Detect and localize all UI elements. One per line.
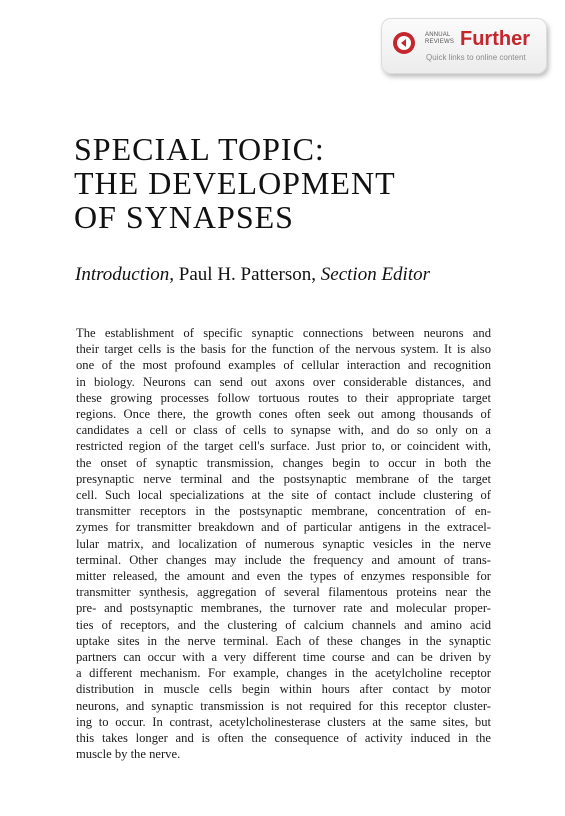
body-line: transmitter receptors in the postsynaptic membrane, concentration of en- <box>76 504 491 519</box>
body-line: transmitter synthesis, aggregation of several filamentous proteins near the <box>76 585 491 600</box>
body-line: a different mechanism. For example, changes in the acetylcholine receptor <box>76 666 491 681</box>
body-line: uptake sites in the nerve terminal. Each of these changes in the synaptic <box>76 633 491 648</box>
badge-subtitle[interactable]: Quick links to online content <box>426 53 526 62</box>
article-title-line-3: OF SYNAPSES <box>74 199 294 235</box>
body-line: The establishment of specific synaptic connections between neurons and <box>76 326 491 340</box>
body-line: mitter released, the amount and even the types of enzymes responsible for <box>76 569 491 584</box>
byline <box>75 263 430 287</box>
body-line: neurons, and synaptic transmission is not required for this receptor cluster- <box>76 698 491 713</box>
badge-brand-line2: REVIEWS <box>425 39 455 45</box>
body-line: distribution in muscle cells begin within hours after contact by motor <box>76 682 491 697</box>
body-line: partners can occur with a very different time course and can be driven by <box>76 650 491 665</box>
body-paragraph <box>76 325 491 762</box>
body-line: terminal. Other changes may include the frequency and amount of trans- <box>76 552 491 567</box>
byline-author: Paul H. Patterson, <box>178 264 317 285</box>
badge-brand-line1: ANNUAL <box>425 32 451 38</box>
body-line: these growing processes follow tortuous routes to their appropriate target <box>76 390 491 405</box>
body-line: pre- and postsynaptic membranes, the turnover rate and molecular proper- <box>76 601 491 616</box>
body-line: lular matrix, and localization of numerous synaptic vesicles in the nerve <box>76 536 491 551</box>
body-line: the onset of synaptic transmission, changes begin to occur in both the <box>76 455 491 470</box>
byline-role: Section Editor <box>320 264 430 285</box>
further-badge[interactable] <box>381 18 547 74</box>
body-line: one of the most profound examples of cellular interaction and recognition <box>76 358 491 373</box>
body-line: regions. Once there, the growth cones often seek out among thousands of <box>76 407 491 422</box>
body-line: this takes longer and is often the consequence of activity induced in the <box>76 731 491 746</box>
body-line: cell. Such local specializations at the site of contact include clustering of <box>76 488 491 503</box>
body-line: ing to occur. In contrast, acetylcholinesterase clusters at the same sites, but <box>76 714 491 729</box>
article-title-line-2: THE DEVELOPMENT <box>74 165 396 201</box>
badge-title[interactable]: Further <box>460 28 530 50</box>
body-line: muscle by the nerve. <box>76 747 181 762</box>
body-line: in biology. Neurons can send out axons over considerable distances, and <box>76 374 491 389</box>
body-line: restricted region of the target cell's surface. Just prior to, or coincident with, <box>76 439 491 454</box>
body-line: their target cells is the basis for the function of the nervous system. It is also <box>76 342 491 357</box>
body-line: zymes for transmitter breakdown and of particular antigens in the extracel- <box>76 520 491 535</box>
article-title <box>74 132 396 234</box>
annual-reviews-logo-icon <box>392 31 416 55</box>
badge-brand <box>425 32 465 46</box>
body-line: candidates a cell or class of cells to synapse with, and do so only on a <box>76 423 491 438</box>
body-line: ties of receptors, and the clustering of calcium channels and amino acid <box>76 617 491 632</box>
byline-intro: Introduction, <box>75 264 175 285</box>
body-line: presynaptic nerve terminal and the postsynaptic membrane of the target <box>76 471 491 486</box>
article-title-line-1: SPECIAL TOPIC: <box>74 131 325 167</box>
